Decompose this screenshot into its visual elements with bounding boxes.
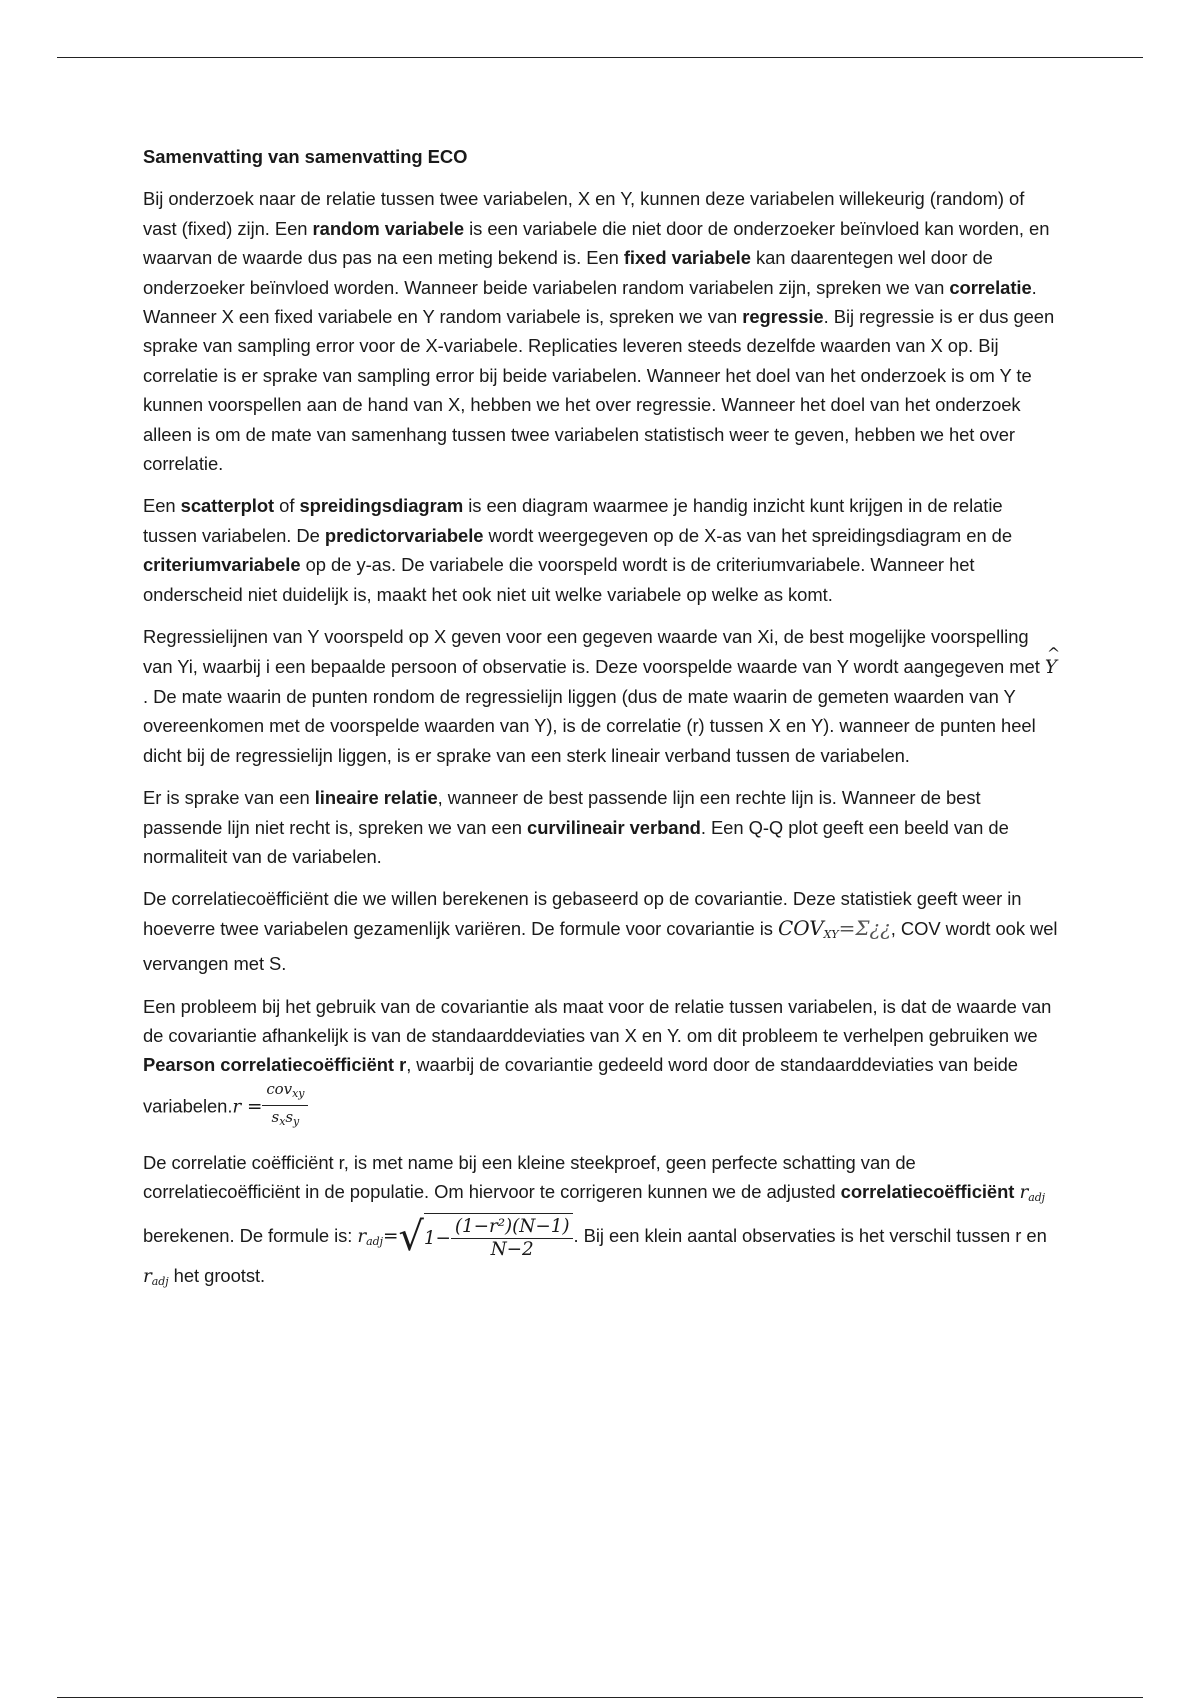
formula-lhs-symbol: r	[357, 1225, 367, 1247]
term-spreidingsdiagram: spreidingsdiagram	[299, 495, 464, 517]
text: Een	[143, 495, 181, 517]
sqrt-body	[424, 1213, 574, 1261]
text: . Een Q-Q plot geeft een beeld van de normaliteit van de variabelen.	[143, 816, 1009, 867]
document-body	[143, 142, 1058, 1309]
text: Bij onderzoek naar de relatie tussen twee variabelen, X en Y, kunnen deze variabelen willekeurig (random) of vast (fixed) zijn. Een	[143, 188, 1025, 239]
formula-cov-subscript: XY	[823, 927, 839, 941]
sqrt-prefix: 1−	[423, 1227, 451, 1249]
formula-pearson-numerator	[262, 1078, 308, 1105]
text: Er is sprake van een	[143, 787, 315, 809]
formula-cov-rest: =Σ¿¿	[838, 915, 891, 940]
formula-adj-fraction	[451, 1216, 574, 1261]
text: het grootst.	[168, 1264, 266, 1286]
adj-fraction-denominator: N−2	[451, 1238, 574, 1261]
paragraph-lineaire-relatie	[143, 783, 1058, 871]
numerator-symbol: cov	[266, 1079, 293, 1098]
formula-cov	[778, 916, 891, 940]
formula-r-adj-2-symbol: r	[143, 1265, 152, 1287]
text: . De mate waarin de punten rondom de regressielijn liggen (dus de mate waarin de gemeten waarden van Y overeenkomen met de voorspelde waarden van Y), is de correlatie (r) tussen X en Y). wanneer de punten heel dicht bij de regressielijn liggen, is er sprake van een sterk lineair verband tussen de variabelen.	[143, 685, 1036, 766]
paragraph-regressielijnen	[143, 622, 1058, 770]
text: , wanneer de best passende lijn een rechte lijn is. Wanneer de best passende lijn niet recht is, spreken we van een	[143, 787, 981, 838]
term-predictorvariabele: predictorvariabele	[324, 524, 484, 546]
formula-sqrt	[398, 1213, 573, 1261]
text: is een variabele die niet door de onderzoeker beïnvloed kan worden, en waarvan de waarde dus pas na een meting bekend is. Een	[143, 217, 1050, 269]
formula-r-adj	[1019, 1182, 1045, 1203]
footer-rule	[57, 1697, 1143, 1698]
paragraph-adjusted	[143, 1148, 1058, 1296]
sqrt-radical-icon: √	[398, 1213, 424, 1260]
formula-lhs-subscript: adj	[366, 1234, 384, 1248]
paragraph-covariantie	[143, 884, 1058, 978]
term-fixed-variabele: fixed variabele	[623, 247, 751, 269]
text: Een probleem bij het gebruik van de covariantie als maat voor de relatie tussen variabelen, is dat de waarde van de covariantie afhankelijk is van de standaarddeviaties van X en Y. om dit probleem te verhelpen gebruiken we	[143, 995, 1052, 1046]
formula-cov-symbol: COV	[777, 915, 824, 940]
formula-pearson-lhs: r =	[232, 1096, 263, 1118]
formula-r-adj-definition	[357, 1213, 573, 1260]
formula-r-adj-2	[143, 1266, 169, 1287]
text: wordt weergegeven op de X-as van het spreidingsdiagram en de	[483, 524, 1013, 546]
numerator-subscript: xy	[292, 1086, 305, 1100]
formula-r-adj-subscript: adj	[1028, 1191, 1046, 1205]
term-curvilineair-verband: curvilineair verband	[527, 816, 701, 838]
text: berekenen. De formule is:	[143, 1224, 358, 1246]
paragraph-scatterplot	[143, 491, 1058, 609]
denominator-s2-subscript: y	[293, 1114, 300, 1128]
text: . Bij een klein aantal observaties is het verschil tussen r en	[573, 1224, 1047, 1246]
adj-fraction-numerator: (1−r²)(N−1)	[454, 1215, 570, 1237]
text: of	[274, 495, 300, 517]
paragraph-random-fixed	[143, 184, 1058, 478]
header-rule	[57, 57, 1143, 58]
term-scatterplot: scatterplot	[180, 495, 275, 517]
term-pearson-r: Pearson correlatiecoëfficiënt r	[143, 1054, 407, 1076]
text: is een diagram waarmee je handig inzicht kunt krijgen in de relatie tussen variabelen. De	[143, 495, 1003, 546]
formula-pearson-denominator	[262, 1105, 308, 1133]
denominator-s2: s	[285, 1107, 294, 1126]
term-lineaire-relatie: lineaire relatie	[314, 787, 438, 809]
denominator-s1: s	[271, 1107, 280, 1126]
text: De correlatiecoëfficiënt die we willen berekenen is gebaseerd op de covariantie. Deze statistiek geeft weer in hoeverre twee variabelen gezamenlijk variëren. De formule voor covariantie is	[143, 888, 1022, 939]
text: op de y-as. De variabele die voorspeld wordt is de criteriumvariabele. Wanneer het onderscheid niet duidelijk is, maakt het ook niet uit welke variabele op welke as komt.	[143, 554, 975, 605]
document-title: Samenvatting van samenvatting ECO	[143, 146, 468, 167]
text: Regressielijnen van Y voorspeld op X geven voor een gegeven waarde van Xi, de best mogelijke voorspelling van Yi, waarbij i een bepaalde persoon of observatie is. Deze voorspelde waarde van Y wordt aangegeven met	[143, 626, 1045, 677]
paragraph-pearson	[143, 992, 1058, 1135]
text: kan daarentegen wel door de onderzoeker beïnvloed worden. Wanneer beide variabelen random variabelen zijn, spreken we van	[143, 247, 993, 298]
text: , waarbij de covariantie gedeeld word door de standaarddeviaties van beide variabelen.	[143, 1054, 1018, 1117]
text: . Bij regressie is er dus geen sprake van sampling error voor de X-variabele. Replicaties leveren steeds dezelfde waarden van X op. Bij correlatie is er sprake van sampling error bij beide variabelen. Wanneer het doel van het onderzoek is om Y te kunnen voorspellen aan de hand van X, hebben we het over regressie. Wanneer het doel van het onderzoek alleen is om de mate van samenhang tussen twee variabelen statistisch weer te geven, hebben we het over correlatie.	[143, 306, 1055, 475]
term-criteriumvariabele: criteriumvariabele	[143, 554, 301, 576]
formula-pearson-fraction	[262, 1078, 308, 1133]
text: . Wanneer X een fixed variabele en Y random variabele is, spreken we van	[143, 276, 1037, 328]
formula-y-hat: ^ Y	[1045, 653, 1057, 682]
term-regressie: regressie	[742, 306, 824, 328]
formula-equals: =	[383, 1225, 399, 1247]
formula-r-adj-2-subscript: adj	[151, 1274, 169, 1288]
denominator-s1-subscript: x	[279, 1114, 286, 1128]
term-correlatiecoefficient: correlatiecoëfficiënt	[840, 1181, 1015, 1203]
term-correlatie: correlatie	[949, 276, 1032, 298]
text: , COV wordt ook wel vervangen met S.	[143, 917, 1058, 975]
formula-r-adj-symbol: r	[1019, 1182, 1029, 1204]
term-random-variabele: random variabele	[312, 217, 465, 239]
text: De correlatie coëfficiënt r, is met name bij een kleine steekproef, geen perfecte schatting van de correlatiecoëfficiënt in de populatie. Om hiervoor te corrigeren kunnen we de adjusted	[143, 1151, 916, 1203]
